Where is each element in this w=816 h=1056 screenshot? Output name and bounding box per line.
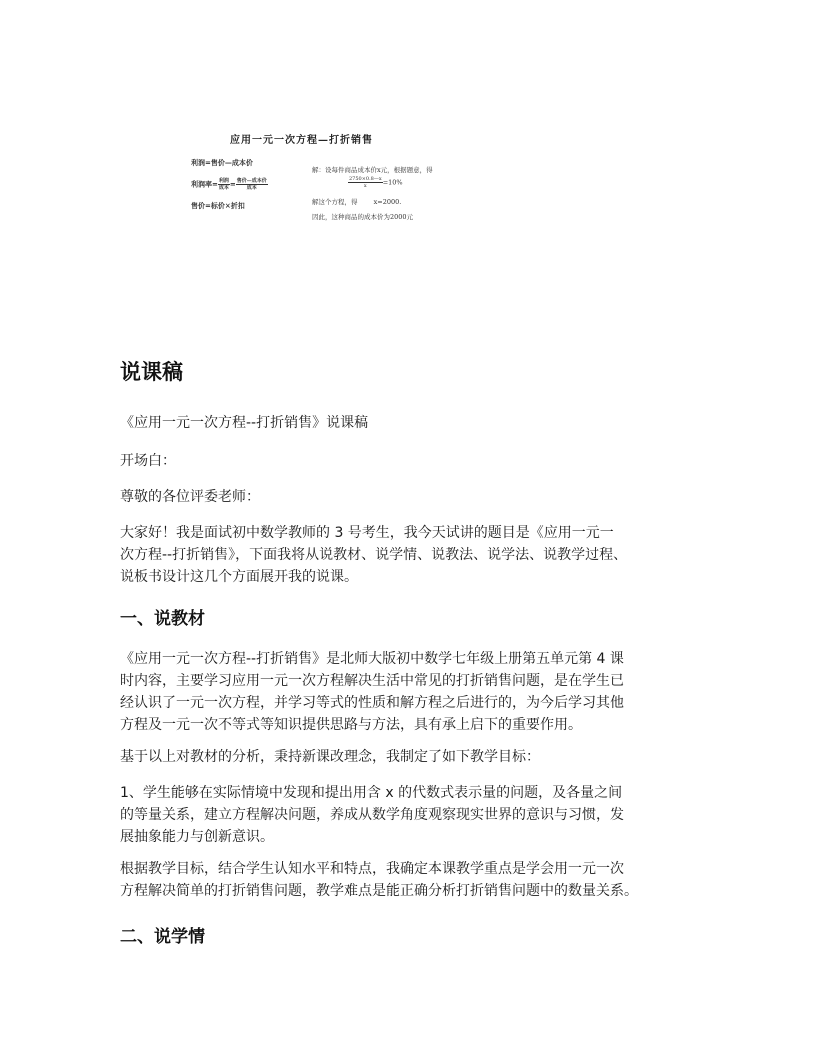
board-profit-rate-label: 利润率= bbox=[191, 179, 218, 189]
page-title: 说课稿 bbox=[120, 360, 183, 384]
board-equals: = bbox=[229, 179, 236, 189]
paragraph-goal-1-line: 展抽象能力与创新意识。 bbox=[120, 829, 274, 845]
paragraph-intro-line: 大家好！我是面试初中数学教师的 3 号考生，我今天试讲的题目是《应用一元一 bbox=[120, 525, 614, 541]
board-frac-1-num: 利润 bbox=[218, 178, 229, 184]
board-solution-frac-num: 2750×0.8—x bbox=[349, 176, 382, 182]
blackboard-figure bbox=[185, 125, 445, 225]
paragraph-textbook bbox=[120, 648, 710, 736]
paragraph-textbook-line: 方程及一元一次不等式等知识提供思路与方法，具有承上启下的重要作用。 bbox=[120, 717, 582, 733]
paragraph-intro-line: 说板书设计这几个方面展开我的说课。 bbox=[120, 569, 358, 585]
paragraph-key-points-line: 根据教学目标，结合学生认知水平和特点，我确定本课教学重点是学会用一元一次 bbox=[120, 861, 624, 877]
paragraph-opening: 开场白： bbox=[120, 453, 176, 469]
paragraph-key-points bbox=[120, 858, 710, 902]
board-solution-result: x=2000. bbox=[373, 198, 402, 206]
board-solution-line-1: 解：设每件商品成本价x元，根据题意，得 bbox=[312, 166, 433, 174]
board-solution-conclusion: 因此，这种商品的成本价为2000元 bbox=[312, 213, 414, 221]
paragraph-key-points-line: 方程解决简单的打折销售问题，教学难点是能正确分析打折销售问题中的数量关系。 bbox=[120, 883, 638, 899]
paragraph-intro-line: 次方程--打折销售》，下面我将从说教材、说学情、说教法、说学法、说教学过程、 bbox=[120, 547, 628, 563]
paragraph-goal-1 bbox=[120, 782, 710, 848]
board-solution-frac-den: x bbox=[363, 183, 367, 189]
paragraph-goal-1-line: 的等量关系，建立方程解决问题，养成从数学角度观察现实世界的意识与习惯，发 bbox=[120, 807, 624, 823]
board-price-formula: 售价=标价×折扣 bbox=[191, 201, 245, 210]
board-profit-formula: 利润=售价—成本价 bbox=[191, 158, 253, 167]
board-frac-2 bbox=[236, 178, 268, 191]
paragraph-intro bbox=[120, 522, 710, 588]
board-frac-1-den: 成本 bbox=[218, 185, 229, 191]
board-profit-rate-formula bbox=[191, 178, 268, 191]
paragraph-textbook-line: 经认识了一元一次方程，并学习等式的性质和解方程之后进行的，为今后学习其他 bbox=[120, 695, 624, 711]
board-frac-2-num: 售价—成本价 bbox=[236, 178, 267, 184]
board-solution-equation bbox=[348, 176, 403, 189]
section-heading-textbook: 一、说教材 bbox=[120, 609, 205, 629]
board-frac-2-den: 成本 bbox=[246, 185, 257, 191]
section-heading-students: 二、说学情 bbox=[120, 927, 205, 947]
paragraph-goals-intro: 基于以上对教材的分析，秉持新课改理念，我制定了如下教学目标： bbox=[120, 749, 540, 765]
paragraph-goal-1-line: 1、学生能够在实际情境中发现和提出用含 x 的代数式表示量的问题，及各量之间 bbox=[120, 785, 623, 801]
board-solution-line-2 bbox=[312, 197, 401, 206]
board-title: 应用一元一次方程—打折销售 bbox=[230, 135, 373, 146]
board-solution-eq-rhs: =10% bbox=[382, 178, 403, 187]
paragraph-textbook-line: 时内容，主要学习应用一元一次方程解决生活中常见的打折销售问题，是在学生已 bbox=[120, 673, 624, 689]
board-solution-frac bbox=[348, 176, 383, 189]
paragraph-textbook-line: 《应用一元一次方程--打折销售》是北师大版初中数学七年级上册第五单元第 4 课 bbox=[120, 651, 624, 667]
board-solution-solve-label: 解这个方程，得 bbox=[312, 198, 358, 206]
paragraph-greeting: 尊敬的各位评委老师： bbox=[120, 489, 260, 505]
board-frac-1 bbox=[218, 178, 230, 191]
paragraph-lesson-title: 《应用一元一次方程--打折销售》说课稿 bbox=[120, 415, 369, 431]
